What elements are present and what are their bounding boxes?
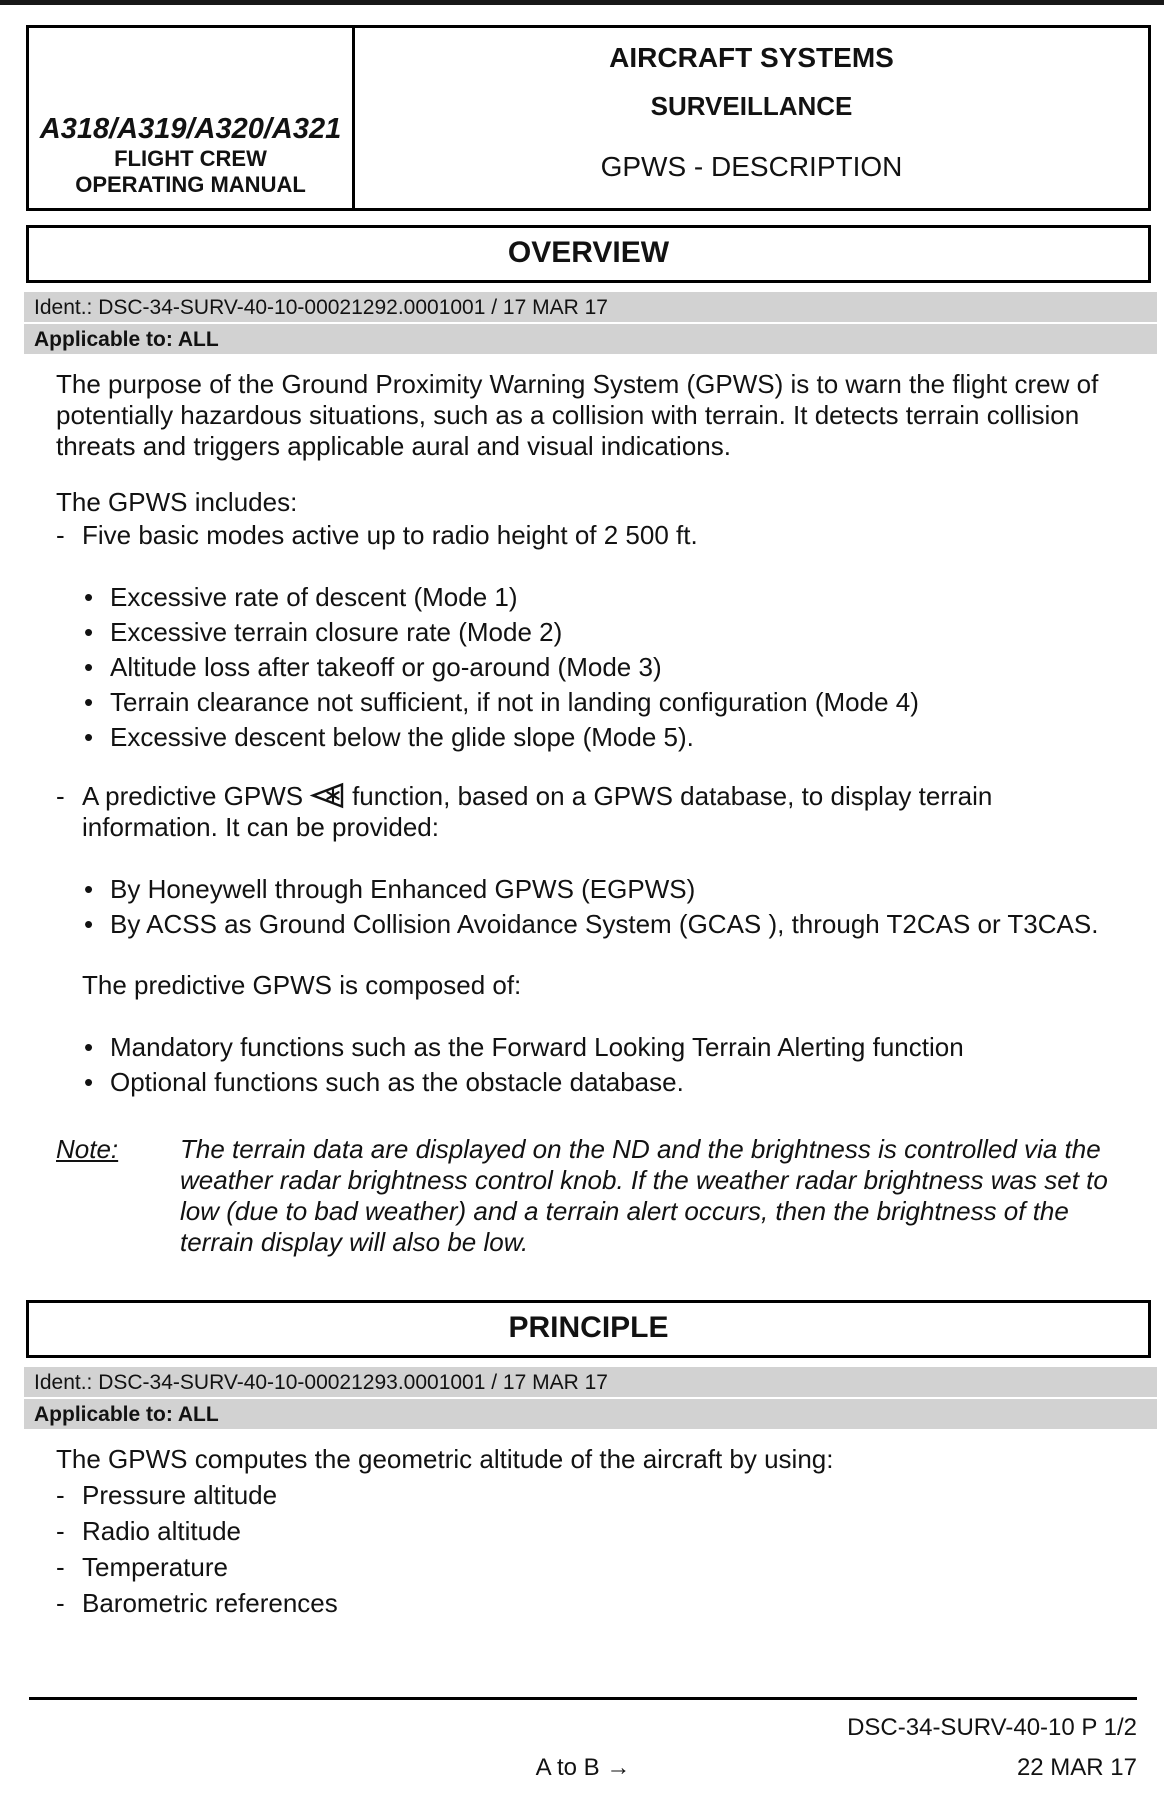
- page-range-nav: A to B →: [535, 1754, 631, 1781]
- applicable-to: Applicable to: ALL: [24, 1399, 1157, 1429]
- manual-title-block: [29, 28, 355, 208]
- revision-date: 22 MAR 17: [1016, 1754, 1137, 1781]
- ident-reference: Ident.: DSC-34-SURV-40-10-00021292.0001001 / 17 MAR 17: [24, 292, 1157, 322]
- list-item-text: Altitude loss after takeoff or go-around (Mode 3): [110, 652, 662, 682]
- applicable-to: Applicable to: ALL: [24, 324, 1157, 354]
- chapter-title: AIRCRAFT SYSTEMS: [609, 42, 894, 73]
- bullet-marker: [84, 1032, 110, 1063]
- note-label: Note:: [56, 1134, 119, 1164]
- list-item-radio-altitude: [56, 1516, 1120, 1547]
- list-item-mode5: [84, 722, 1120, 753]
- list-item-text: Terrain clearance not sufficient, if not in landing configuration (Mode 4): [110, 687, 919, 717]
- principle-content: [56, 1444, 1120, 1619]
- overview-intro-paragraph: The purpose of the Ground Proximity Warning System (GPWS) is to warn the flight crew of potentially hazardous situations, such as a collision with terrain. It detects terrain collision threats and triggers applicable aural and visual indications.: [56, 369, 1099, 461]
- principle-intro-paragraph: The GPWS computes the geometric altitude of the aircraft by using:: [56, 1444, 834, 1474]
- dash-marker: [56, 1480, 82, 1511]
- list-item-text: Excessive descent below the glide slope (Mode 5).: [110, 722, 694, 752]
- list-item-mode3: [84, 652, 1120, 683]
- list-item-mode4: [84, 687, 1120, 718]
- section-title: SURVEILLANCE: [650, 91, 853, 121]
- bullet-marker: [84, 874, 110, 905]
- list-item-text: By ACSS as Ground Collision Avoidance System (GCAS ), through T2CAS or T3CAS.: [110, 909, 1099, 939]
- altitude-inputs-list: [56, 1480, 1120, 1619]
- predictive-text-before: A predictive GPWS: [82, 781, 304, 811]
- list-item-mandatory-functions: [84, 1032, 1120, 1063]
- list-item-mode2: [84, 617, 1120, 648]
- note-text: The terrain data are displayed on the ND and the brightness is controlled via the weather radar brightness control knob. If the weather radar brightness was set to low (due to bad weather) and a terrain alert occurs, then the brightness of the terrain display will also be low.: [180, 1134, 1108, 1257]
- list-item-text: Temperature: [82, 1552, 228, 1582]
- dash-marker: [56, 1516, 82, 1547]
- list-item-temperature: [56, 1552, 1120, 1583]
- optional-equipment-icon: [309, 782, 345, 809]
- list-item-pressure-altitude: [56, 1480, 1120, 1511]
- gpws-includes-label: The GPWS includes:: [56, 487, 298, 517]
- providers-bullet-list: [84, 874, 1120, 940]
- list-item-acss: [84, 909, 1120, 940]
- list-item-text: Optional functions such as the obstacle database.: [110, 1067, 684, 1097]
- ident-reference: Ident.: DSC-34-SURV-40-10-00021293.0001001 / 17 MAR 17: [24, 1367, 1157, 1397]
- list-item-text: Pressure altitude: [82, 1480, 278, 1510]
- composed-bullet-list: [84, 1032, 1120, 1098]
- bullet-marker: [84, 652, 110, 683]
- list-item-basic-modes: [56, 520, 1120, 551]
- topic-title: GPWS - DESCRIPTION: [600, 151, 903, 182]
- predictive-text-after: function, based on a GPWS database, to display terrain information. It can be provided:: [82, 781, 993, 842]
- bullet-marker: [84, 722, 110, 753]
- list-item-text: By Honeywell through Enhanced GPWS (EGPWS): [110, 874, 696, 904]
- footer-row: [29, 1754, 1137, 1784]
- section-header-principle: PRINCIPLE: [26, 1300, 1151, 1358]
- page-header: [26, 25, 1151, 211]
- bullet-marker: [84, 1067, 110, 1098]
- note-block: [56, 1134, 1120, 1258]
- list-item-text: [82, 781, 1120, 843]
- modes-bullet-list: [84, 582, 1120, 753]
- dash-marker: [56, 520, 82, 551]
- doc-reference: DSC-34-SURV-40-10 P 1/2: [847, 1714, 1137, 1741]
- chapter-title-block: [355, 28, 1148, 208]
- dash-marker: [56, 1552, 82, 1583]
- manual-title-line2: OPERATING MANUAL: [75, 172, 306, 197]
- page-footer: [29, 1697, 1137, 1784]
- bullet-marker: [84, 687, 110, 718]
- ident-block-overview: [24, 292, 1157, 354]
- list-item-mode1: [84, 582, 1120, 613]
- list-item-text: Radio altitude: [82, 1516, 241, 1546]
- dash-marker: [56, 1588, 82, 1619]
- aircraft-models: A318/A319/A320/A321: [39, 113, 342, 145]
- list-item-text: Excessive rate of descent (Mode 1): [110, 582, 518, 612]
- list-item-text: Mandatory functions such as the Forward Looking Terrain Alerting function: [110, 1032, 964, 1062]
- footer-divider: [29, 1697, 1137, 1700]
- bullet-marker: [84, 582, 110, 613]
- list-item-text: Barometric references: [82, 1588, 338, 1618]
- dash-marker: [56, 781, 82, 843]
- bullet-marker: [84, 617, 110, 648]
- bullet-marker: [84, 909, 110, 940]
- list-item-barometric-references: [56, 1588, 1120, 1619]
- scan-edge-artifact: [0, 0, 1164, 5]
- manual-title-line1: FLIGHT CREW: [114, 146, 267, 171]
- ident-block-principle: [24, 1367, 1157, 1429]
- list-item-text: Five basic modes active up to radio height of 2 500 ft.: [82, 520, 698, 550]
- overview-content: [56, 369, 1120, 1258]
- predictive-composed-label: The predictive GPWS is composed of:: [82, 970, 522, 1000]
- list-item-text: Excessive terrain closure rate (Mode 2): [110, 617, 563, 647]
- list-item-predictive-gpws: [56, 781, 1120, 843]
- list-item-optional-functions: [84, 1067, 1120, 1098]
- list-item-honeywell: [84, 874, 1120, 905]
- section-header-overview: OVERVIEW: [26, 225, 1151, 283]
